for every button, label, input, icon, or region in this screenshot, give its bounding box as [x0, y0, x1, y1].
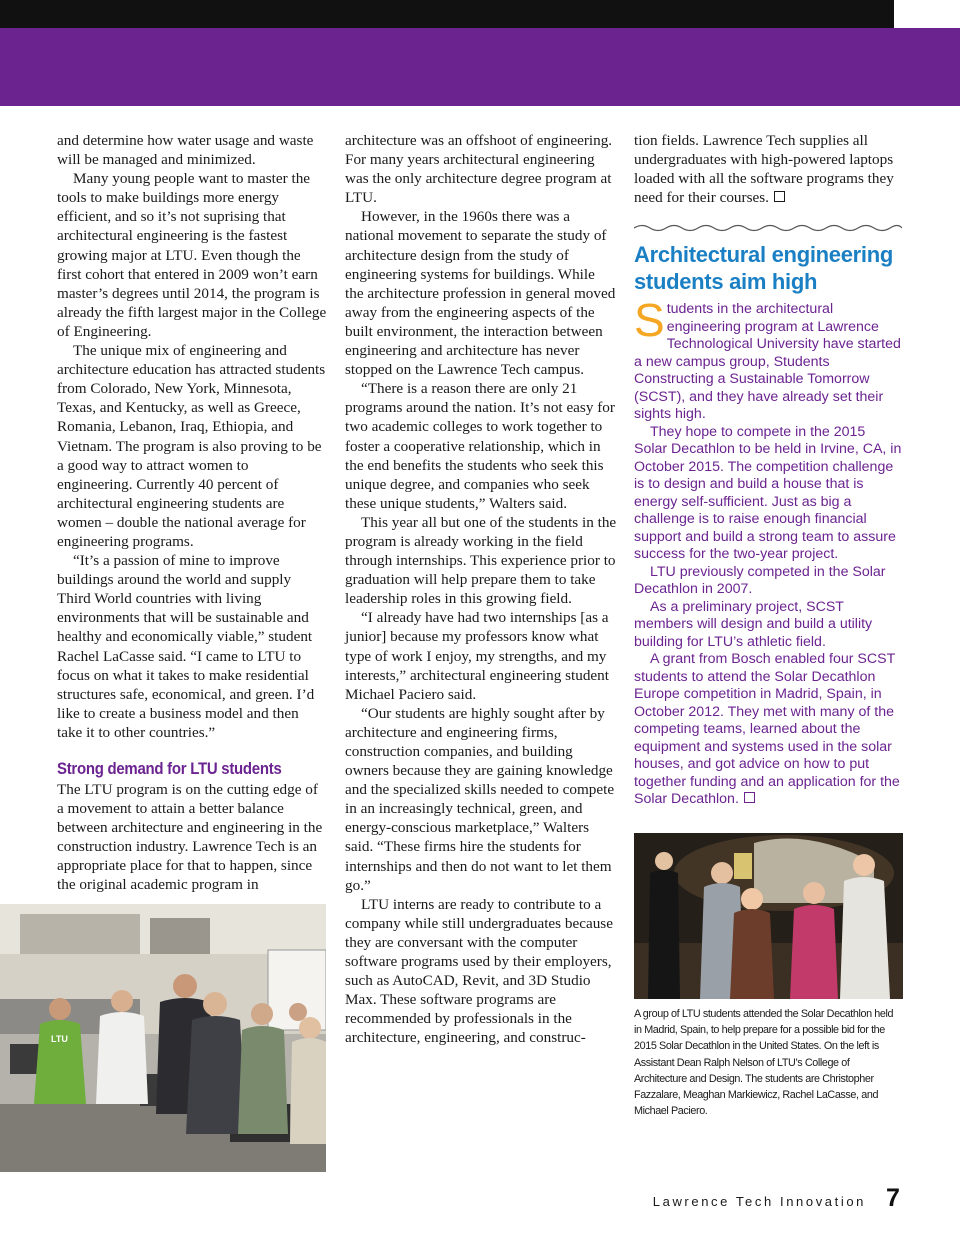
drop-cap: S — [634, 294, 665, 347]
col2-paragraph-4: This year all but one of the students in the program is already working in the field through internships. This experience prior to graduation will help prepare them to take leadership roles in this growing field. — [345, 513, 617, 608]
sidebar-headline-line-2: students aim high — [634, 269, 818, 295]
sidebar-paragraph-1-text: tudents in the architectural engineering program at Lawrence Technological University have started a new campus group, Students Constructing a Sustainable Tomorrow (SCST), and they have already set their sights high. — [634, 301, 901, 423]
col3-paragraph-1-text: tion fields. Lawrence Tech supplies all undergraduates with high-powered laptops loaded with all the software programs they need for their courses. — [634, 132, 894, 207]
photo-caption: A group of LTU students attended the Solar Decathlon held in Madrid, Spain, to help prepare for a possible bid for the 2015 Solar Decathlon in the United States. On the left is Assistant Dean Ralph Nelson of LTU’s College of Architecture and Design. The students are Christopher Fazzalare, Meaghan Markiewicz, Rachel LaCasse, and Michael Paciero. — [634, 1008, 894, 1118]
col1-paragraph-3: The unique mix of engineering and architecture education has attracted students from Colorado, New York, Minnesota, Texas, and Kentucky, as well as Greece, Romania, Lebanon, Iraq, Ethiopia, and Vietnam. The program is also proving to be a good way to attract women to engineering. Currently 40 percent of architectural engineering students are women – double the national average for engineering programs. — [57, 342, 326, 550]
subhead-strong-demand: Strong demand for LTU students — [57, 759, 282, 778]
solar-decathlon-photo — [634, 833, 903, 999]
sidebar-headline — [634, 241, 902, 295]
col3-paragraph-1 — [634, 131, 902, 207]
col1-paragraph-1: and determine how water usage and waste will be managed and minimized. — [57, 132, 314, 169]
sidebar-paragraph-5 — [634, 651, 902, 809]
footer-publication: Lawrence Tech Innovation — [652, 1194, 866, 1209]
sidebar-paragraph-5-text: A grant from Bosch enabled four SCST students to attend the Solar Decathlon Europe competition in Madrid, Spain, in October 2012. They met with many of the competing teams, learned about the equipment and systems used in the solar houses, and got advice on how to put together funding and an application for the Solar Decathlon. — [634, 651, 900, 808]
sidebar-paragraph-2: They hope to compete in the 2015 Solar Decathlon to be held in Irvine, CA, in October 2015. The competition challenge is to design and build a house that is energy self-sufficient. Just as big a challenge is to raise enough financial support and build a strong team to assure success for the two-year project. — [634, 423, 902, 563]
wave-divider-icon — [634, 223, 902, 233]
classroom-illustration — [0, 904, 326, 1172]
sidebar-paragraph-3: LTU previously competed in the Solar Decathlon in 2007. — [634, 563, 886, 598]
col1-paragraph-5: The LTU program is on the cutting edge of a movement to attain a better balance between architecture and engineering in the construction industry. Lawrence Tech is an appropriate place for that to happen, since the original academic program in — [57, 781, 323, 894]
col2-paragraph-3: “There is a reason there are only 21 programs around the nation. It’s not easy for two academic colleges to work together to foster a cooperative relationship, which in the end benefits the students who seek this unique degree, and companies who seek these unique students,” Walters said. — [345, 380, 615, 512]
page-number: 7 — [886, 1184, 900, 1212]
col2-paragraph-1: architecture was an offshoot of engineering. For many years architectural engineering was the only architecture degree program at LTU. — [345, 132, 613, 207]
column-1 — [57, 131, 327, 895]
end-mark-icon — [774, 191, 785, 202]
col1-paragraph-2: Many young people want to master the tools to make buildings more energy efficient, and so it’s not suprising that architectural engineering is the fastest growing major at LTU. Even though the first cohort that entered in 2009 won’t earn master’s degrees until 2014, the program is already the fifth largest major in the College of Engineering. — [57, 170, 327, 340]
col2-paragraph-7: LTU interns are ready to contribute to a company while still undergraduates because they are conversant with the computer software programs used by their employers, such as AutoCAD, Revit, and 3D Studio Max. These software programs are recommended by professionals in the architecture, engineering, and construc- — [345, 895, 613, 1047]
col2-paragraph-6: “Our students are highly sought after by architecture and engineering firms, construction companies, and building owners because they are gaining knowledge and the specialized skills needed to compete in an increasingly technical, green, and energy-conscious marketplace,” Walters said. “These firms hire the students for internships and then do not want to let them go.” — [345, 704, 615, 894]
sidebar-article — [634, 294, 902, 809]
col1-paragraph-4: “It’s a passion of mine to improve buildings around the world and supply Third World countries with living environments that will be sustainable and healthy and economically viable,” student Rachel LaCasse said. “I came to LTU to focus on what it takes to make residential structures safe, economical, and green. I’d like to create a business model and then take it to other countries.” — [57, 552, 315, 741]
column-3 — [634, 131, 902, 809]
sidebar-paragraph-4: As a preliminary project, SCST members will design and build a utility building for LTU’s athletic field. — [634, 598, 873, 650]
end-mark-icon — [744, 792, 755, 803]
top-black-bar — [0, 0, 894, 28]
col2-paragraph-5: “I already have had two internships [as a junior] because my professors know what type of work I enjoy, my strengths, and my interests,” architectural engineering student Michael Paciero said. — [345, 609, 609, 703]
shirt-text: LTU — [51, 1034, 68, 1044]
classroom-photo — [0, 904, 326, 1172]
sidebar-paragraph-1 — [634, 294, 902, 424]
col2-paragraph-2: However, in the 1960s there was a national movement to separate the study of architecture design from the study of engineering systems for buildings. While the architecture profession in general moved away from the engineering aspects of the built environment, the interaction between engineering and architecture has never stopped on the Lawrence Tech campus. — [345, 208, 616, 379]
top-purple-banner — [0, 28, 960, 106]
sidebar-headline-line-1: Architectural engineering — [634, 242, 894, 268]
group-illustration — [634, 833, 903, 999]
column-2 — [345, 131, 617, 1048]
